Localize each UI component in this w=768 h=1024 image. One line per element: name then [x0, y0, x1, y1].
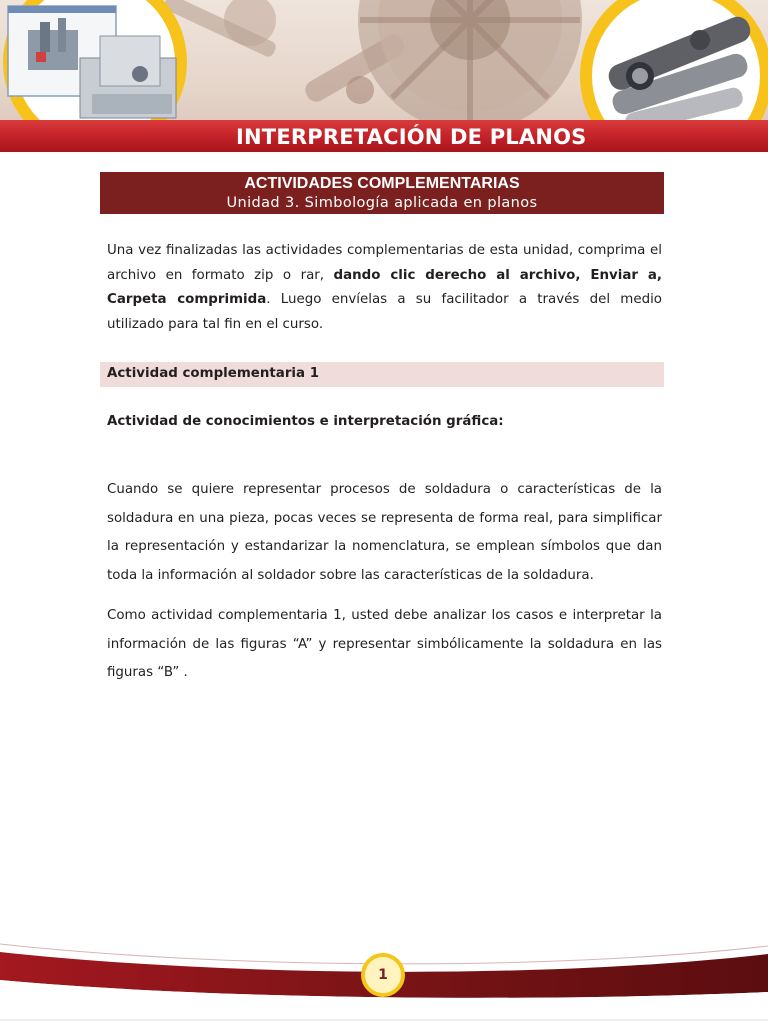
document-title: INTERPRETACIÓN DE PLANOS [236, 125, 587, 149]
intro-text-before: Una vez finalizadas las actividades complementarias de esta unidad, comprima el archivo en formato zip o rar, [107, 243, 662, 283]
activity-subheading: Actividad de conocimientos e interpretación gráfica: [107, 414, 504, 429]
activities-heading-box [100, 172, 664, 214]
section-header-bar [100, 362, 664, 387]
intro-text-after: . Luego envíelas a su facilitador a través del medio utilizado para tal fin en el curso. [107, 292, 662, 332]
page-number-badge: 1 [361, 953, 405, 997]
gear-illustration [358, 0, 582, 132]
activities-title: ACTIVIDADES COMPLEMENTARIAS [244, 175, 520, 192]
intro-paragraph [107, 239, 662, 337]
instruction-paragraph: Como actividad complementaria 1, usted debe analizar los casos e interpretar la información de las figuras “A” y representar simbólicamente la soldadura en las figuras “B” . [107, 608, 662, 681]
welding-paragraph: Cuando se quiere representar procesos de soldadura o características de la soldadura en una pieza, pocas veces se representa de forma real, para simplificar la representación y estandarizar la nomenclatura, se emplean símbolos que dan toda la información al soldador sobre las características de la soldadura. [107, 482, 662, 584]
header-banner [0, 0, 768, 152]
section-label: Actividad complementaria 1 [107, 366, 320, 381]
unit-subtitle: Unidad 3. Simbología aplicada en planos [226, 195, 538, 211]
intro-text-bold: dando clic derecho al archivo, Enviar a, Carpeta comprimida [107, 267, 662, 307]
